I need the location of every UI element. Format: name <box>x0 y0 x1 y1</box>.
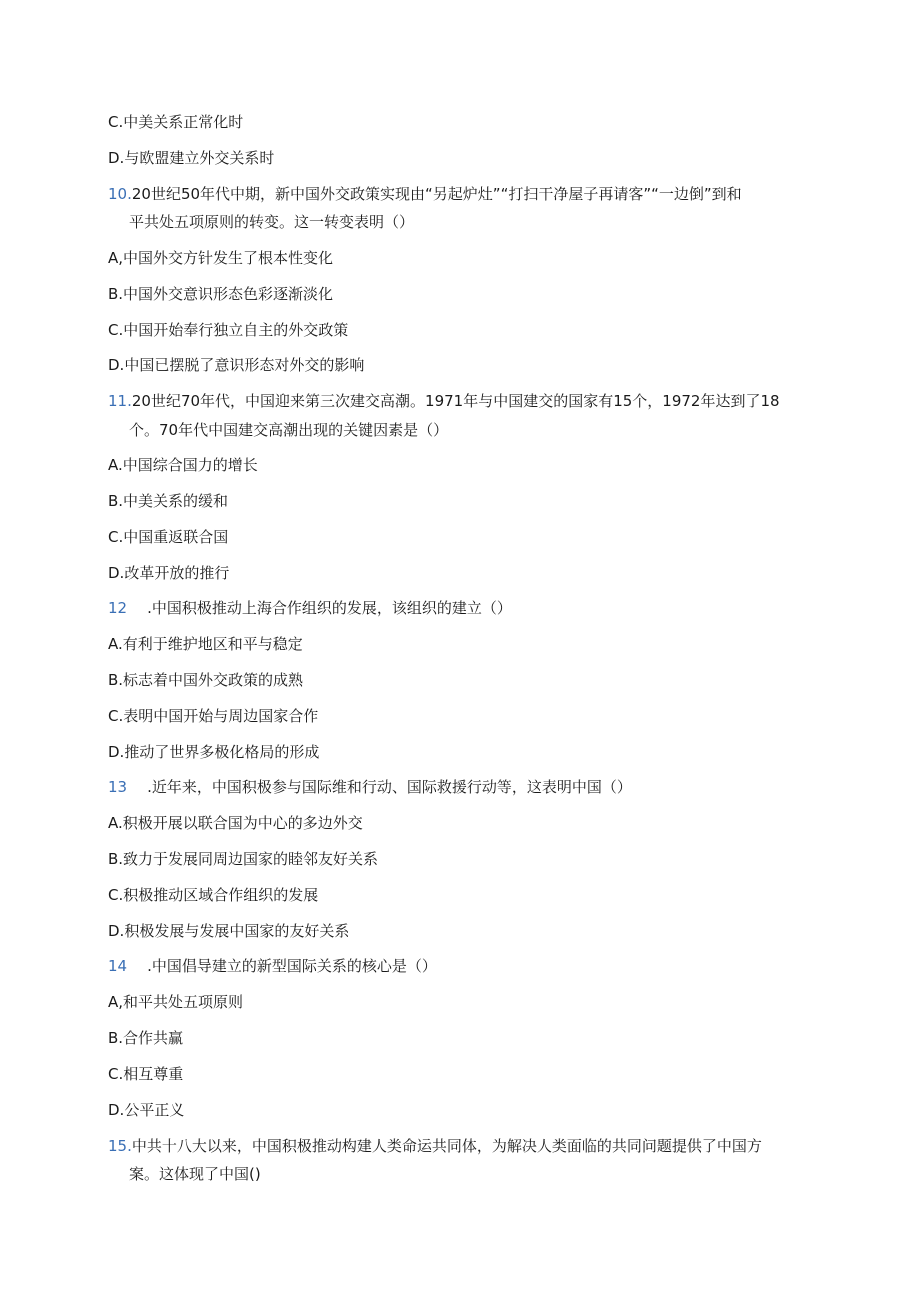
option-line: B.标志着中国外交政策的成熟 <box>108 671 304 689</box>
option-line: D.中国已摆脱了意识形态对外交的影响 <box>108 356 365 374</box>
question-text: 20世纪50年代中期，新中国外交政策实现由“另起炉灶”“打扫干净屋子再请客”“一边倒”到和 <box>131 185 742 203</box>
option-line: C.中美关系正常化时 <box>108 113 244 131</box>
option-line: A.积极开展以联合国为中心的多边外交 <box>108 814 363 832</box>
option-line: B.中美关系的缓和 <box>108 492 229 510</box>
option-line: B.中国外交意识形态色彩逐渐淡化 <box>108 285 334 303</box>
option-line: C.中国重返联合国 <box>108 528 229 546</box>
option-line: B.合作共赢 <box>108 1029 184 1047</box>
question-10-stem <box>108 184 742 204</box>
question-15-stem <box>108 1136 762 1156</box>
question-11-stem <box>108 391 780 411</box>
option-line: D.公平正义 <box>108 1101 185 1119</box>
question-number: 12 <box>108 599 128 617</box>
question-text-continuation: 案。这体现了中国() <box>129 1165 261 1183</box>
question-text: 中共十八大以来，中国积极推动构建人类命运共同体，为解决人类面临的共同问题提供了中国方 <box>131 1137 762 1155</box>
question-number: 15. <box>108 1137 132 1155</box>
option-line: D.积极发展与发展中国家的友好关系 <box>108 922 350 940</box>
option-line: A.中国综合国力的增长 <box>108 456 258 474</box>
option-line: C.中国开始奉行独立自主的外交政策 <box>108 321 349 339</box>
question-number: 14 <box>108 957 128 975</box>
option-line: D.推动了世界多极化格局的形成 <box>108 743 320 761</box>
option-line: C.积极推动区域合作组织的发展 <box>108 886 319 904</box>
option-line: C.表明中国开始与周边国家合作 <box>108 707 319 725</box>
option-line: A,中国外交方针发生了根本性变化 <box>108 249 334 267</box>
question-number: 13 <box>108 778 128 796</box>
option-line: D.与欧盟建立外交关系时 <box>108 149 275 167</box>
question-text-continuation: 平共处五项原则的转变。这一转变表明（） <box>129 213 415 231</box>
option-line: D.改革开放的推行 <box>108 564 230 582</box>
option-line: A,和平共处五项原则 <box>108 993 244 1011</box>
question-12-stem <box>108 598 512 618</box>
question-text: .近年来，中国积极参与国际维和行动、国际救援行动等，这表明中国（） <box>147 778 632 796</box>
question-text: .中国倡导建立的新型国际关系的核心是（） <box>147 957 437 975</box>
question-text-continuation: 个。70年代中国建交高潮出现的关键因素是（） <box>129 421 449 439</box>
question-13-stem <box>108 777 632 797</box>
option-line: C.相互尊重 <box>108 1065 184 1083</box>
question-number: 10. <box>108 185 132 203</box>
option-line: B.致力于发展同周边国家的睦邻友好关系 <box>108 850 379 868</box>
option-line: A.有利于维护地区和平与稳定 <box>108 635 303 653</box>
question-text: .中国积极推动上海合作组织的发展，该组织的建立（） <box>147 599 512 617</box>
question-14-stem <box>108 956 437 976</box>
question-text: 20世纪70年代，中国迎来第三次建交高潮。1971年与中国建交的国家有15个，1972年达到了18 <box>131 392 780 410</box>
question-number: 11. <box>108 392 132 410</box>
